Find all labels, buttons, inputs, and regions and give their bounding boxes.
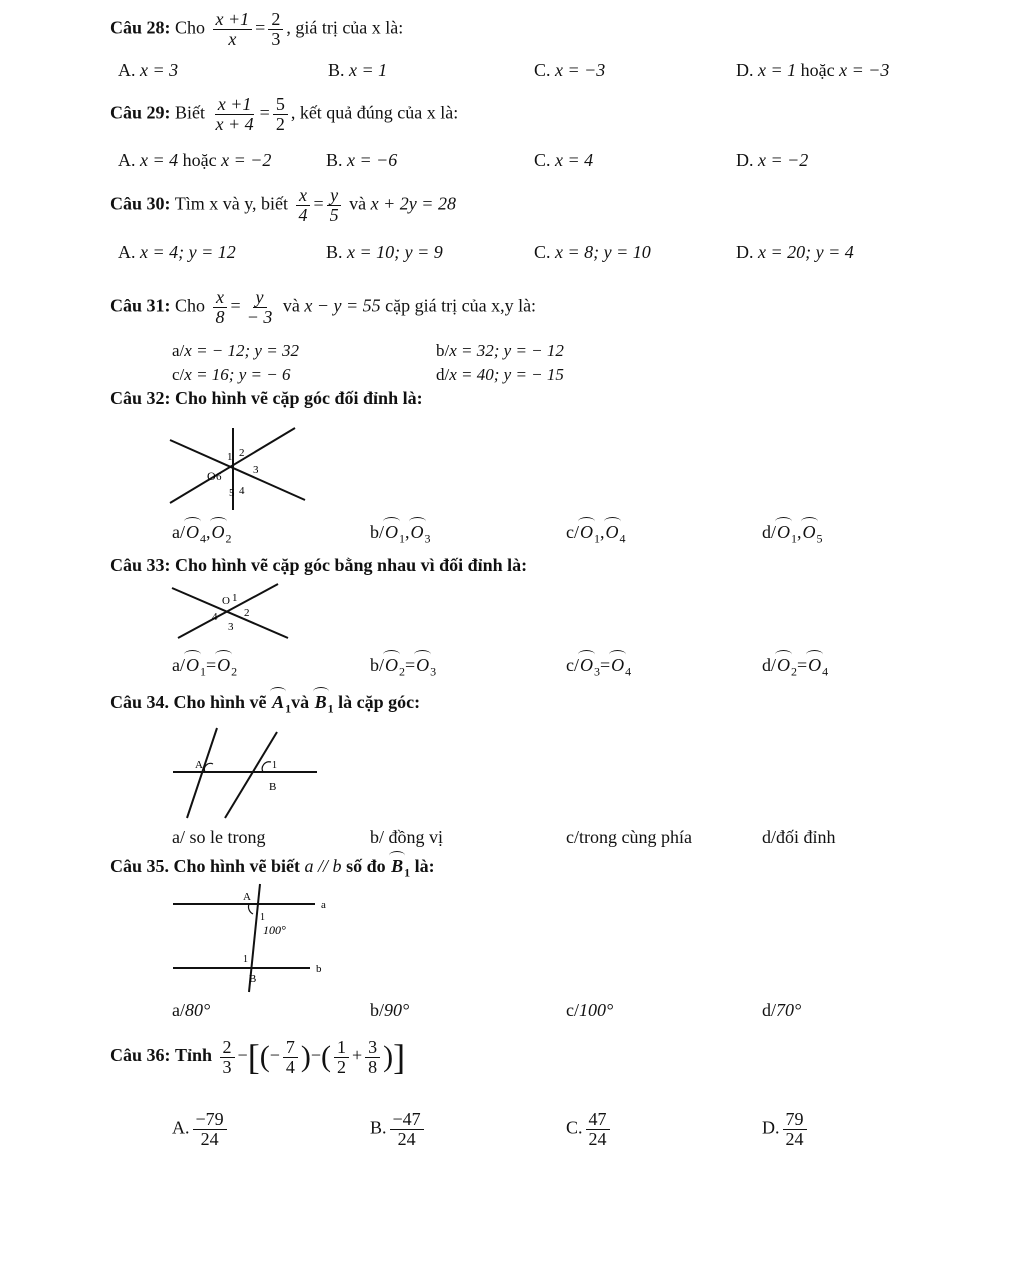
q28-option-b[interactable]: B. x = 1 — [328, 60, 388, 80]
q35-option-b[interactable]: b/90° — [370, 1000, 410, 1020]
q36-option-b[interactable]: B. $\frac{-47}{24}$ — [370, 1110, 427, 1149]
q36-option-c[interactable]: C. $\frac{47}{24}$ — [566, 1110, 613, 1149]
question-35: Câu 35. Cho hình vẽ biết a // b số đo $B_1$ là: — [110, 856, 435, 880]
q31-option-c[interactable]: c/x = 16; y = − 6 — [172, 365, 291, 384]
svg-text:2: 2 — [244, 607, 250, 619]
svg-text:B: B — [269, 781, 277, 793]
svg-text:2: 2 — [239, 447, 245, 459]
q29-option-d[interactable]: D. x = −2 — [736, 150, 809, 170]
q33-option-b[interactable]: $b/O_2=O_3$ — [370, 655, 437, 679]
figure-two-parallel-lines — [165, 882, 345, 994]
svg-text:1: 1 — [243, 954, 248, 965]
q35-option-c[interactable]: c/100° — [566, 1000, 614, 1020]
svg-text:A: A — [243, 891, 251, 903]
svg-text:A: A — [195, 759, 203, 771]
q28-option-a[interactable]: A. x = 3 — [118, 60, 179, 80]
question-29: Câu 29: Biết $\frac{x +1}{x + 4}$ = $\frac{5}{2}$ , kết quả đúng của x là: — [110, 94, 459, 134]
q31-option-a[interactable]: a/x = − 12; y = 32 — [172, 341, 299, 360]
svg-text:b: b — [316, 963, 322, 975]
question-36: Câu 36: Tỉnh $\frac{2}{3}$ −[(− $\frac{7}{4}$ )−( $\frac{1}{2}$ + $\frac{3}{8}$ )] — [110, 1036, 406, 1077]
q29-option-a[interactable]: A. x = 4 hoặc x = −2 — [118, 150, 272, 170]
q31-option-b[interactable]: b/x = 32; y = − 12 — [436, 341, 564, 360]
q34-option-c[interactable]: c/trong cùng phía — [566, 827, 692, 847]
q34-option-b[interactable]: b/ đồng vị — [370, 827, 444, 847]
q32-option-b[interactable]: $b/O_1,O_3$ — [370, 522, 431, 546]
point-o-label: O — [207, 469, 216, 483]
q35-option-d[interactable]: d/70° — [762, 1000, 802, 1020]
question-30: Câu 30: Tìm x và y, biết $\frac{x}{4}$ = $\frac{y}{5}$ và x + 2y = 28 — [110, 185, 456, 225]
svg-text:5: 5 — [229, 487, 235, 499]
svg-text:3: 3 — [228, 621, 234, 633]
q33-option-a[interactable]: $a/O_1=O_2$ — [172, 655, 238, 679]
svg-text:100°: 100° — [263, 923, 286, 937]
svg-text:1: 1 — [227, 451, 233, 463]
q30-option-d[interactable]: D. x = 20; y = 4 — [736, 242, 854, 262]
question-32: Câu 32: Cho hình vẽ cặp góc đối đỉnh là: — [110, 388, 423, 408]
svg-text:1: 1 — [272, 760, 277, 771]
q32-option-d[interactable]: $d/O_1,O_5$ — [762, 522, 823, 546]
q29-option-b[interactable]: B. x = −6 — [326, 150, 398, 170]
angle-b-arc — [262, 762, 271, 772]
svg-text:4: 4 — [212, 611, 218, 623]
q29-option-c[interactable]: C. x = 4 — [534, 150, 594, 170]
svg-text:B: B — [249, 973, 257, 985]
q36-option-a[interactable]: A. $\frac{-79}{24}$ — [172, 1110, 230, 1149]
q30-option-a[interactable]: A. x = 4; y = 12 — [118, 242, 236, 262]
q28-option-d[interactable]: D. x = 1 hoặc x = −3 — [736, 60, 890, 80]
question-33: Câu 33: Cho hình vẽ cặp góc bằng nhau vì đối đỉnh là: — [110, 555, 528, 575]
question-34: Câu 34. Cho hình vẽ $A_1và$ $B_1$ là cặp góc: — [110, 692, 421, 716]
fraction: $\frac{x +1}{x}$ — [213, 10, 253, 49]
figure-three-lines — [165, 418, 315, 518]
q34-option-a[interactable]: a/ so le trong — [172, 827, 266, 847]
figure-two-lines — [168, 580, 298, 645]
svg-text:O: O — [222, 595, 230, 607]
q32-option-a[interactable]: $a/O_4,O_2$ — [172, 522, 232, 546]
q32-option-c[interactable]: $c/O_1,O_4$ — [566, 522, 626, 546]
q34-option-d[interactable]: d/đối đỉnh — [762, 827, 836, 847]
svg-text:1: 1 — [232, 592, 238, 604]
q30-option-c[interactable]: C. x = 8; y = 10 — [534, 242, 651, 262]
q33-option-c[interactable]: $c/O_3=O_4$ — [566, 655, 632, 679]
figure-parallel-transversal — [165, 722, 325, 822]
q36-option-d[interactable]: D. $\frac{79}{24}$ — [762, 1110, 810, 1149]
svg-text:4: 4 — [239, 485, 245, 497]
line-b — [225, 732, 277, 818]
q33-option-d[interactable]: $d/O_2=O_4$ — [762, 655, 829, 679]
q28-option-c[interactable]: C. x = −3 — [534, 60, 606, 80]
angle-arc — [248, 904, 253, 914]
svg-text:1: 1 — [260, 912, 265, 923]
svg-text:a: a — [321, 899, 326, 911]
question-28: Câu 28: Cho $\frac{x +1}{x}$ = $\frac{2}{3}$ , giá trị của x là: — [110, 9, 404, 49]
q31-option-d[interactable]: d/x = 40; y = − 15 — [436, 365, 564, 384]
question-31: Câu 31: Cho $\frac{x}{8}$ = $\frac{y}{- 3}$ và x − y = 55 cặp giá trị của x,y là: — [110, 287, 537, 327]
svg-text:6: 6 — [216, 471, 222, 483]
q30-option-b[interactable]: B. x = 10; y = 9 — [326, 242, 443, 262]
q35-option-a[interactable]: a/80° — [172, 1000, 211, 1020]
svg-text:3: 3 — [253, 464, 259, 476]
